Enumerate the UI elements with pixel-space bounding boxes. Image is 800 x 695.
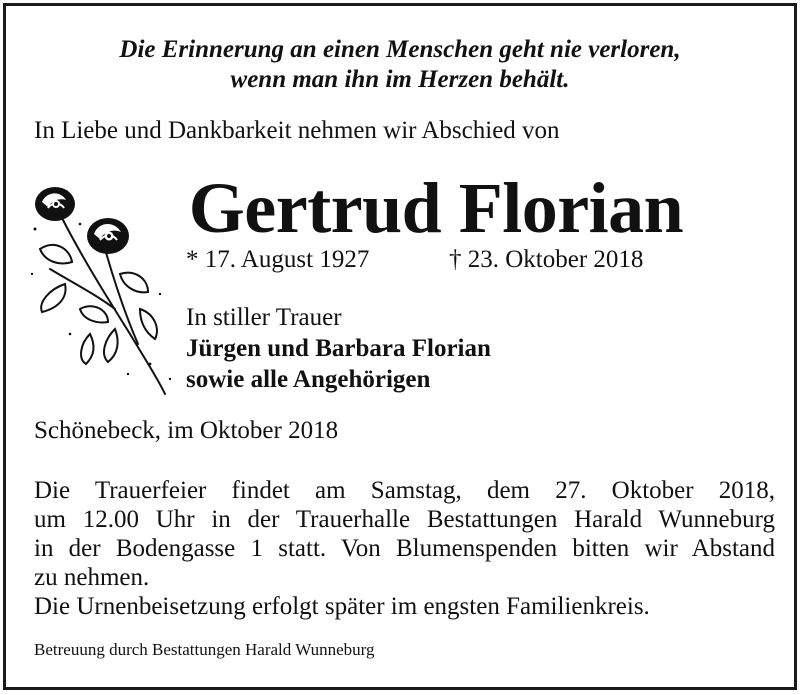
ceremony-line: Die Trauerfeier findet am Samstag, dem 27. Oktober 2018, [34, 477, 775, 504]
ceremony-line: zu nehmen. [34, 564, 150, 591]
ceremony-paragraph [34, 476, 775, 621]
mourners-others: sowie alle Angehörigen [186, 366, 431, 393]
death-date: † 23. Oktober 2018 [449, 246, 644, 273]
ceremony-line: Die Urnenbeisetzung erfolgt später im engsten Familienkreis. [34, 593, 650, 620]
motto-line-2: wenn man ihn im Herzen behält. [230, 66, 570, 93]
funeral-home-credit: Betreuung durch Bestattungen Harald Wunneburg [34, 640, 375, 659]
motto-line-1: Die Erinnerung an einen Menschen geht nie verloren, [119, 36, 681, 63]
birth-date: * 17. August 1927 [186, 246, 370, 273]
place-date: Schönebeck, im Oktober 2018 [34, 417, 339, 444]
ceremony-line: in der Bodengasse 1 statt. Von Blumenspenden bitten wir Abstand [34, 535, 775, 562]
deceased-name: Gertrud Florian [188, 168, 684, 248]
mourners-names: Jürgen und Barbara Florian [186, 335, 491, 362]
ceremony-line: um 12.00 Uhr in der Trauerhalle Bestattungen Harald Wunneburg [34, 506, 775, 533]
obituary-notice [3, 3, 797, 690]
mourning-heading: In stiller Trauer [186, 304, 342, 331]
intro-text: In Liebe und Dankbarkeit nehmen wir Abschied von [34, 117, 560, 144]
